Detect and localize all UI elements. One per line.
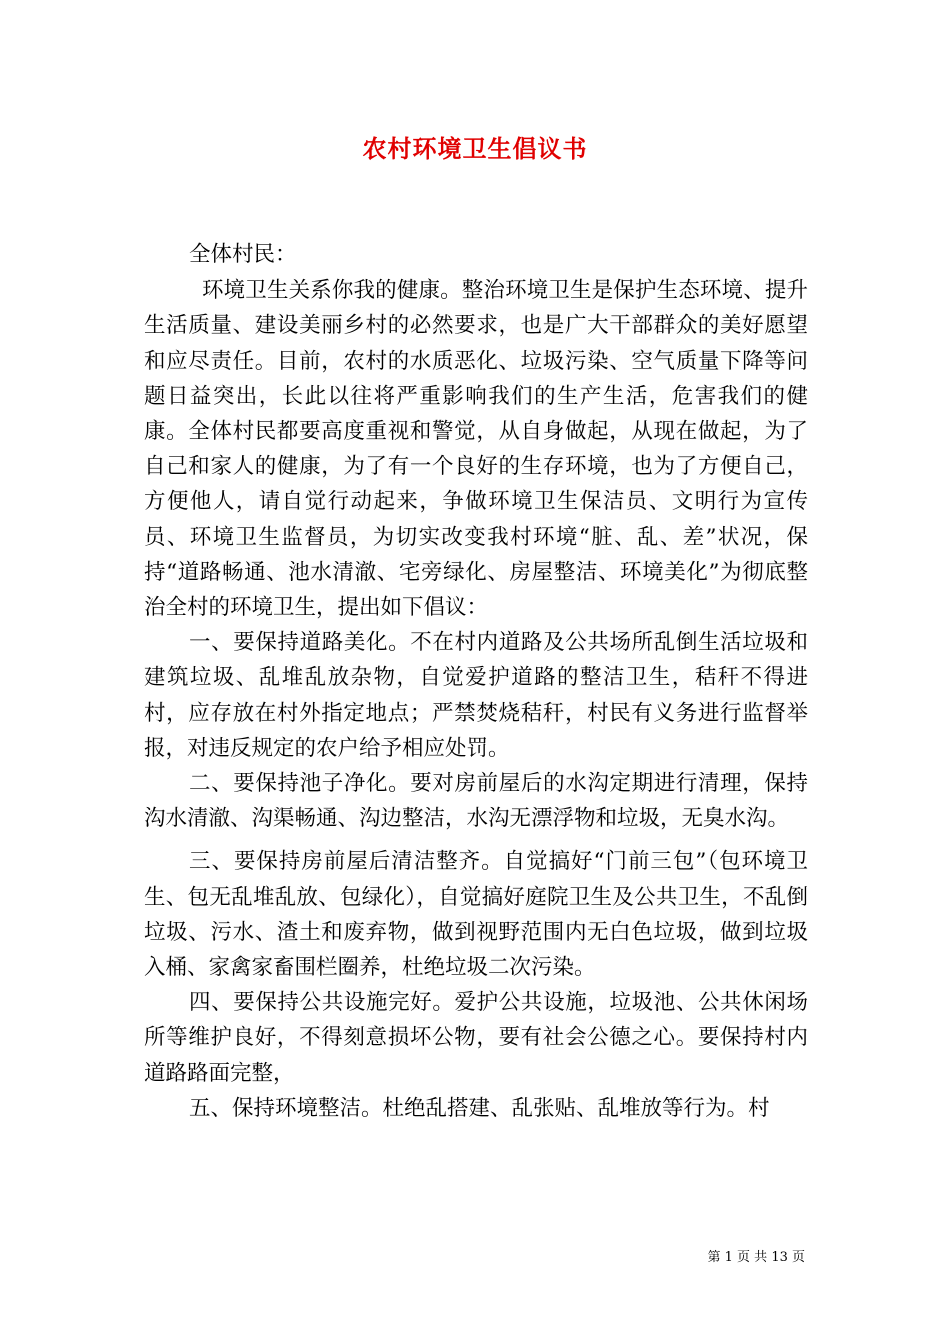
proposal-item-1: 一、要保持道路美化。不在村内道路及公共场所乱倒生活垃圾和建筑垃圾、乱堆乱放杂物，自觉爱护道路的整洁卫生，秸秆不得进村，应存放在村外指定地点；严禁焚烧秸秆，村民有义务进行监督举报，对违反规定的农户给予相应处罚。: [144, 630, 808, 761]
proposal-item-3: 三、要保持房前屋后清洁整齐。自觉搞好“门前三包”（包环境卫生、包无乱堆乱放、包绿化），自觉搞好庭院卫生及公共卫生，不乱倒垃圾、污水、渣土和废弃物，做到视野范围内无白色垃圾，做到垃圾入桶、家禽家畜围栏圈养，杜绝垃圾二次污染。: [144, 849, 808, 981]
document-body: [144, 237, 808, 1126]
page-number: 第 1 页 共 13 页: [707, 1250, 805, 1265]
proposal-item-4: 四、要保持公共设施完好。爱护公共设施，垃圾池、公共休闲场所等维护良好，不得刻意损坏公物，要有社会公德之心。要保持村内道路路面完整，: [144, 990, 808, 1086]
proposal-item-5: 五、保持环境整洁。杜绝乱搭建、乱张贴、乱堆放等行为。村: [189, 1095, 770, 1121]
intro-paragraph: 环境卫生关系你我的健康。整治环境卫生是保护生态环境、提升生活质量、建设美丽乡村的必然要求，也是广大干部群众的美好愿望和应尽责任。目前，农村的水质恶化、垃圾污染、空气质量下降等问题日益突出，长此以往将严重影响我们的生产生活，危害我们的健康。全体村民都要高度重视和警觉，从自身做起，从现在做起，为了自己和家人的健康，为了有一个良好的生存环境，也为了方便自己，方便他人，请自觉行动起来，争做环境卫生保洁员、文明行为宣传员、环境卫生监督员，为切实改变我村环境“脏、乱、差”状况，保持“道路畅通、池水清澈、宅旁绿化、房屋整洁、环境美化”为彻底整治全村的环境卫生，提出如下倡议：: [144, 278, 808, 621]
salutation: 全体村民：: [189, 242, 297, 267]
document-title: 农村环境卫生倡议书: [362, 134, 588, 163]
proposal-item-2: 二、要保持池子净化。要对房前屋后的水沟定期进行清理，保持沟水清澈、沟渠畅通、沟边整洁，水沟无漂浮物和垃圾，无臭水沟。: [144, 771, 808, 832]
